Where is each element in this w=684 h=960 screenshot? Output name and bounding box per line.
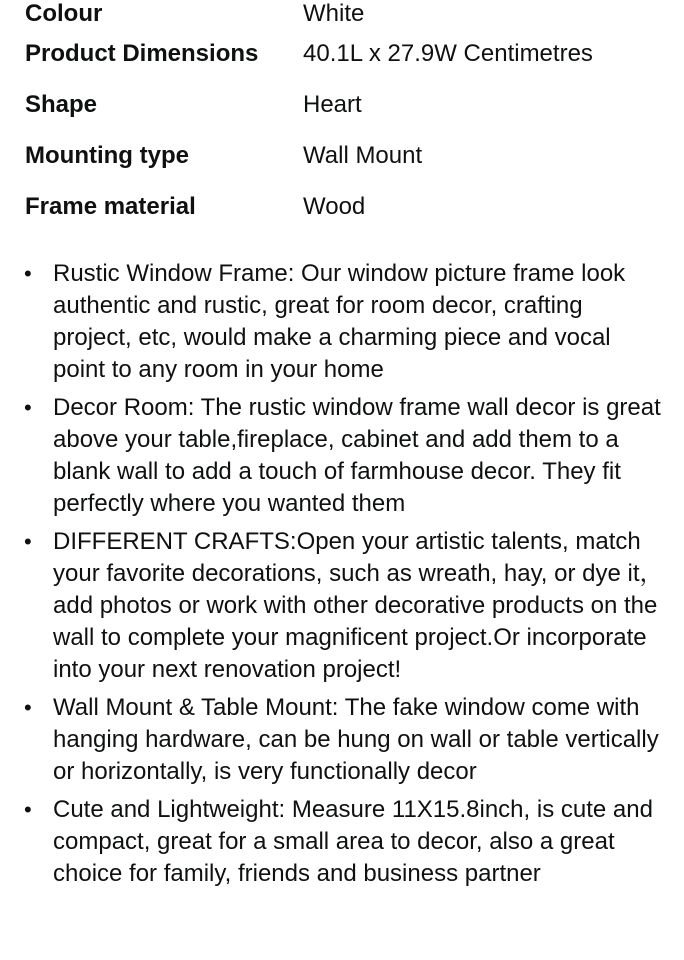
list-item	[24, 692, 664, 788]
spec-value: Heart	[303, 90, 362, 118]
about-this-item-list	[24, 258, 664, 896]
spec-row-frame-material	[25, 181, 665, 232]
bullet-icon: •	[24, 695, 32, 720]
bullet-text: Cute and Lightweight: Measure 11X15.8inch, is cute and compact, great for a small area to decor, also a great choice for family, friends and business partner	[53, 796, 653, 887]
bullet-text: DIFFERENT CRAFTS:Open your artistic talents, match your favorite decorations, such as wreath, hay, or dye it， add photos or work with other decorative products on the wall to complete your magnificent project.Or incorporate into your next renovation project!	[53, 528, 664, 683]
product-specs-table	[25, 0, 665, 232]
list-item	[24, 392, 664, 520]
spec-label: Shape	[25, 90, 98, 118]
list-item	[24, 526, 664, 686]
spec-row-shape	[25, 79, 665, 130]
bullet-text: Rustic Window Frame: Our window picture frame look authentic and rustic, great for room decor, crafting project, etc, would make a charming piece and vocal point to any room in your home	[53, 260, 626, 383]
spec-row-product-dimensions	[25, 28, 665, 79]
spec-row-mounting-type	[25, 130, 665, 181]
spec-label: Colour	[25, 0, 103, 27]
bullet-icon: •	[24, 529, 32, 554]
list-item	[24, 794, 664, 890]
bullet-text: Wall Mount & Table Mount: The fake window come with hanging hardware, can be hung on wall or table vertically or horizontally, is very functionally decor	[53, 694, 659, 785]
spec-row-colour	[25, 0, 665, 28]
bullet-text: Decor Room: The rustic window frame wall decor is great above your table,fireplace, cabinet and add them to a blank wall to add a touch of farmhouse decor. They fit perfectly where you wanted them	[53, 394, 661, 517]
bullet-icon: •	[24, 261, 32, 286]
spec-value: White	[303, 0, 365, 27]
bullet-icon: •	[24, 797, 32, 822]
list-item	[24, 258, 664, 386]
spec-value: 40.1L x 27.9W Centimetres	[303, 39, 593, 67]
bullet-icon: •	[24, 395, 32, 420]
spec-label: Frame material	[25, 192, 196, 220]
spec-label: Product Dimensions	[25, 39, 259, 67]
spec-label: Mounting type	[25, 141, 189, 169]
spec-value: Wood	[303, 192, 366, 220]
spec-value: Wall Mount	[303, 141, 423, 169]
